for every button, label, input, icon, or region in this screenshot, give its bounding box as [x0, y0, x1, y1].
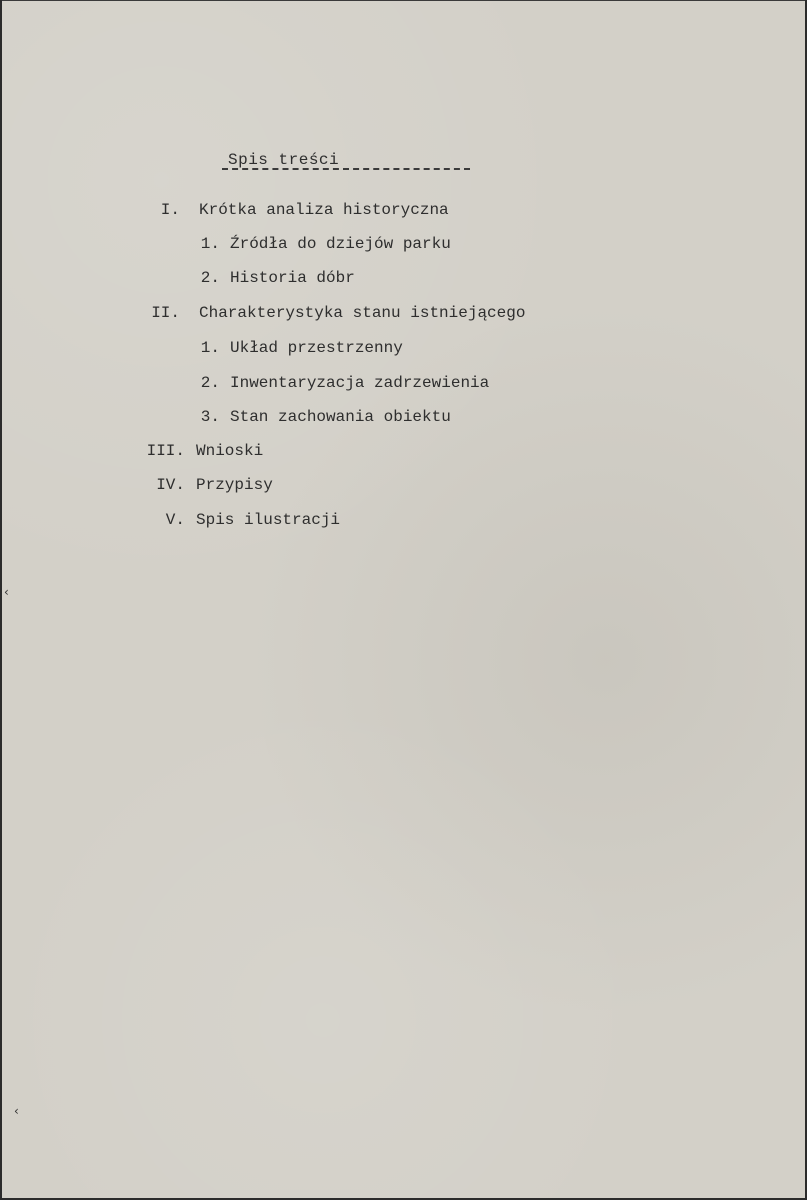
toc-entry-number: 3. [200, 408, 220, 426]
page-edge-left [0, 0, 2, 1200]
toc-entry-text: Źródła do dziejów parku [230, 235, 451, 253]
toc-entry-text: Spis ilustracji [196, 511, 341, 529]
toc-entry-text: Historia dóbr [230, 269, 355, 287]
toc-entry-number: IV. [156, 476, 185, 494]
toc-entry-text: Stan zachowania obiektu [230, 408, 451, 426]
toc-entry-number: V. [165, 511, 185, 529]
toc-entry-number: III. [146, 442, 185, 460]
toc-entry-number: 2. [200, 374, 220, 392]
toc-entry-text: Układ przestrzenny [230, 339, 403, 357]
toc-entry-number: II. [151, 304, 180, 322]
margin-tick-mark: ‹ [14, 1104, 19, 1118]
toc-entry-text: Inwentaryzacja zadrzewienia [230, 374, 490, 392]
toc-title-underline [222, 168, 470, 170]
toc-entry-number: I. [160, 201, 180, 219]
page-edge-top [0, 0, 807, 1]
toc-entry-text: Wnioski [196, 442, 264, 460]
margin-tick-mark: ‹ [4, 585, 9, 599]
toc-entry-text: Krótka analiza historyczna [199, 201, 449, 219]
toc-entry-text: Przypisy [196, 476, 273, 494]
toc-entry-text: Charakterystyka stanu istniejącego [199, 304, 526, 322]
toc-entry-number: 1. [200, 235, 220, 253]
toc-entry-number: 1. [200, 339, 220, 357]
toc-entry-number: 2. [200, 269, 220, 287]
toc-title: Spis treści [228, 151, 340, 169]
